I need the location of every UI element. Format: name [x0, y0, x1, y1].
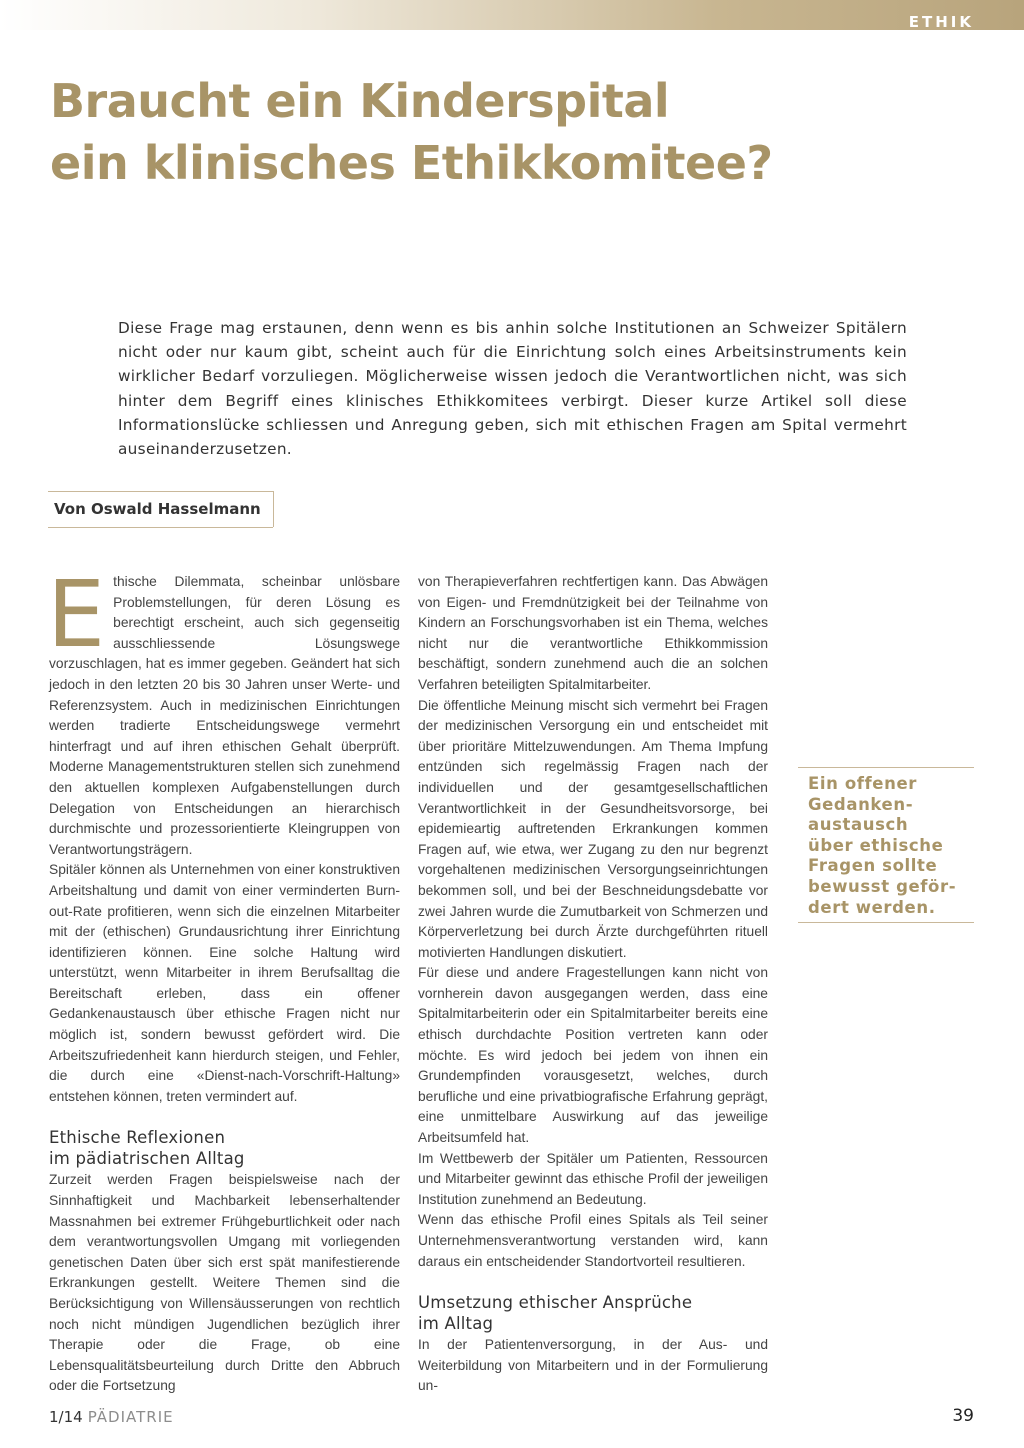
- article-title-line2: ein klinisches Ethikkomitee?: [50, 136, 773, 190]
- paragraph: Zurzeit werden Fragen beispielsweise nach der Sinnhaftigkeit und Machbarkeit lebenserhaltender Massnahmen bei extremer Frühgeburtlichkeit oder nach dem verantwortungsvollen Umgang mit vorliegenden genetischen Daten über sich erst spät manifestierende Erkrankungen gestellt. Weitere Themen sind die Berücksichtigung von Willensäusserungen von rechtlich noch nicht mündigen Jugendlichen bezüglich ihrer Therapie oder die Frage, ob eine Lebensqualitätsbeurteilung durch Dritte den Abbruch oder die Fortsetzung: [49, 1172, 400, 1394]
- column-2: [418, 572, 768, 1397]
- footer-issue: [49, 1408, 174, 1426]
- page-number: 39: [952, 1406, 974, 1426]
- dropcap: E: [47, 561, 106, 668]
- paragraph: Ethische Dilemmata, scheinbar unlösbare Problemstellungen, für deren Lösung es berechtigt erscheint, auch sich gegenseitig ausschliessende Lösungswege vorzuschlagen, hat es immer gegeben. Geändert hat sich jedoch in den letzten 20 bis 30 Jahren unser Werte- und Referenzsystem. Auch in medizinischen Einrichtungen werden tradierte Entscheidungswege vermehrt hinterfragt und auf ihren ethischen Gehalt überprüft. Moderne Managementstrukturen stellen sich zunehmend den aktuellen komplexen Aufgabenstellungen durch Delegation von Entscheidungen an hierarchisch durchmischte und prozessorientierte Kleingruppen von Verantwortungsträgern.: [47, 561, 400, 857]
- author-byline: Von Oswald Hasselmann: [54, 500, 261, 518]
- article-title-line1: Braucht ein Kinderspital: [50, 74, 670, 128]
- journal-name: PÄDIATRIE: [87, 1408, 174, 1426]
- paragraph: In der Patientenversorgung, in der Aus- und Weiterbildung von Mitarbeitern und in der Formulierung un-: [418, 1337, 768, 1394]
- paragraph: Im Wettbewerb der Spitäler um Patienten, Ressourcen und Mitarbeiter gewinnt das ethische Profil der jeweiligen Institution zunehmend an Bedeutung.: [418, 1150, 768, 1207]
- subheading-umsetzung: Umsetzung ethischer Ansprüche im Alltag: [418, 1293, 693, 1334]
- article-title: [50, 70, 950, 194]
- issue-number: 1/14: [49, 1408, 83, 1426]
- paragraph: Spitäler können als Unternehmen von einer konstruktiven Arbeitshaltung und damit von einer verminderten Burn-out-Rate profitieren, wenn sich die einzelnen Mitarbeiter mit der (ethischen) Grundausrichtung ihrer Einrichtung identifizieren können. Eine solche Haltung wird unterstützt, wenn Mitarbeiter in ihrem Berufsalltag die Bereitschaft erleben, dass ein offener Gedankenaustausch über ethische Fragen nicht nur möglich ist, sondern bewusst gefördert wird. Die Arbeitszufriedenheit kann hierdurch steigen, und Fehler, die durch eine «Dienst-nach-Vorschrift-Haltung» entstehen können, treten vermindert auf.: [49, 862, 400, 1104]
- section-header-bar: [0, 0, 1024, 30]
- pull-quote: Ein offener Gedanken- austausch über ethische Fragen sollte bewusst geför- dert werden.: [798, 767, 974, 923]
- author-box: [48, 491, 274, 527]
- paragraph: Für diese und andere Fragestellungen kann nicht von vornherein davon ausgegangen werden, dass eine Spitalmitarbeiterin oder ein Spitalmitarbeiter bereits eine ethisch durchdachte Position vertreten kann oder möchte. Es wird jedoch bei jedem von ihnen ein Grundempfinden vorausgesetzt, welches, durch berufliche und eine privatbiografische Erfahrung geprägt, eine unmittelbare Auswirkung auf das jeweilige Arbeitsumfeld hat.: [418, 965, 768, 1146]
- section-label: ETHIK: [908, 13, 974, 31]
- paragraph: Die öffentliche Meinung mischt sich vermehrt bei Fragen der medizinischen Versorgung ein und entscheidet mit über prioritäre Mittelzuwendungen. Am Thema Impfung entzünden sich regelmässig Fragen nach der individuellen und der gesamtgesellschaftlichen Verantwortlichkeit in der Gesundheitsvorsorge, bei epidemieartig auftretenden Erkrankungen kommen Fragen auf, wie etwa, wer Zugang zu den nur begrenzt vorgehaltenen medizinischen Versorgungseinrichtungen bekommen soll, und bei der Beschneidungsdebatte vor zwei Jahren wurde die Zumutbarkeit von Schmerzen und Körperverletzung bei durch Ärzte durchgeführten rituell motivierten Handlungen diskutiert.: [418, 697, 768, 960]
- subheading-ethische-reflexionen: Ethische Reflexionen im pädiatrischen Alltag: [49, 1128, 245, 1169]
- article-lead: Diese Frage mag erstaunen, denn wenn es bis anhin solche Institutionen an Schweizer Spitälern nicht oder nur kaum gibt, scheint auch für die Einrichtung solch eines Arbeitsinstruments kein wirklicher Bedarf vorzuliegen. Möglicherweise wissen jedoch die Verantwortlichen nicht, was sich hinter dem Begriff eines klinisches Ethikkomitees verbirgt. Dieser kurze Artikel soll diese Informationslücke schliessen und Anregung geben, sich mit ethischen Fragen am Spital vermehrt auseinanderzusetzen.: [118, 319, 907, 459]
- paragraph: Wenn das ethische Profil eines Spitals als Teil seiner Unternehmensverantwortung verstanden wird, kann daraus ein entscheidender Standortvorteil resultieren.: [418, 1212, 768, 1269]
- paragraph: von Therapieverfahren rechtfertigen kann. Das Abwägen von Eigen- und Fremdnützigkeit bei der Teilnahme von Kindern an Forschungsvorhaben ist ein Thema, welches nicht nur die verantwortliche Ethikkommission beschäftigt, sondern zunehmend auch die an solchen Verfahren beteiligten Spitalmitarbeiter.: [418, 574, 768, 692]
- column-1: [47, 561, 400, 1397]
